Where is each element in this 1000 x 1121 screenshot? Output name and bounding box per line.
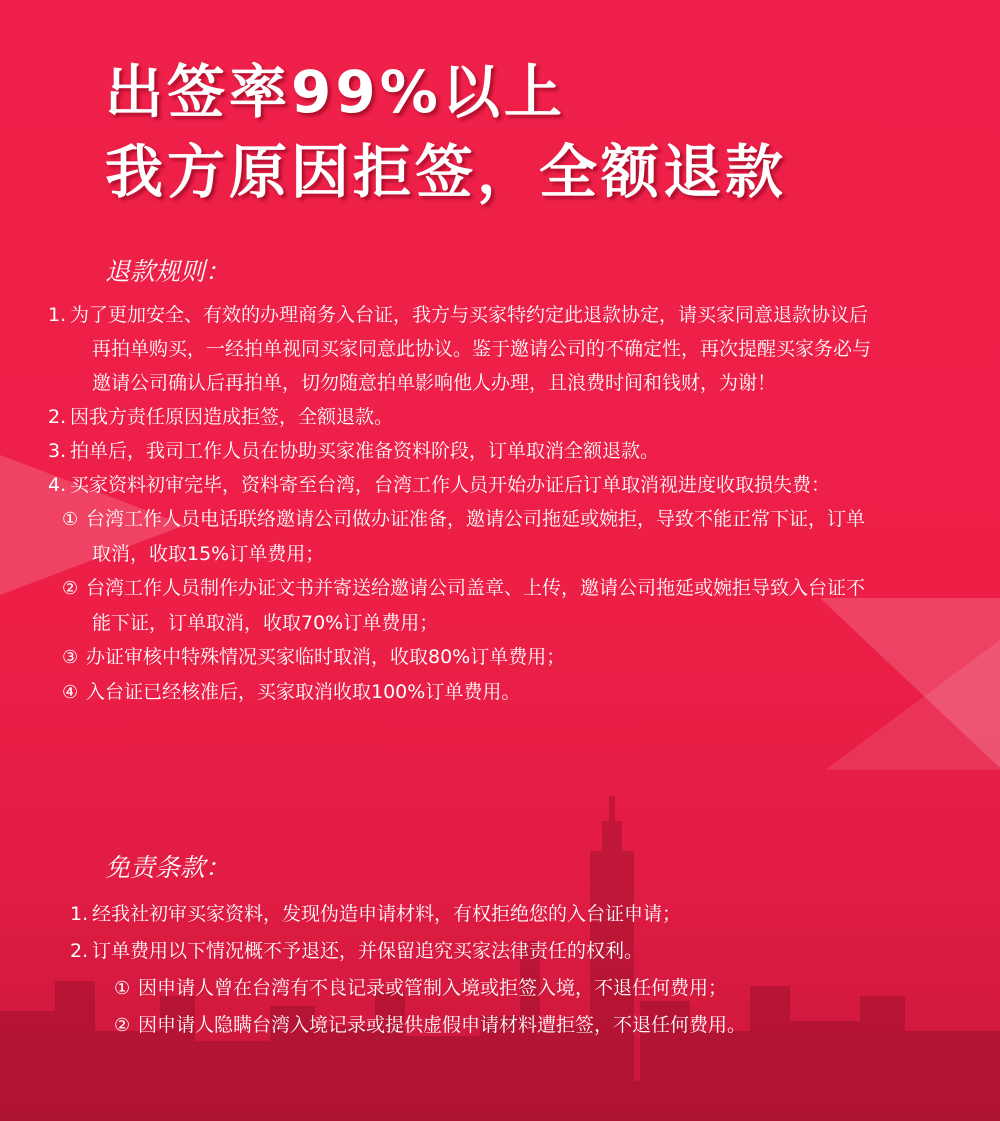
subitem-text: 台湾工作人员电话联络邀请公司做办证准备，邀请公司拖延或婉拒，导致不能正常下证，订单取消，收取15%订单费用； [86, 508, 866, 565]
circled-number: ③ [62, 647, 79, 668]
circled-number: ② [114, 1015, 131, 1036]
circled-number: ④ [62, 682, 79, 703]
item-text: 订单费用以下情况概不予退还，并保留追究买家法律责任的权利。 [92, 940, 644, 962]
disclaimer-item: 2. 订单费用以下情况概不予退还，并保留追究买家法律责任的权利。 [70, 940, 644, 962]
refund-rule-item: 4. 买家资料初审完毕，资料寄至台湾，台湾工作人员开始办证后订单取消视进度收取损失费： [48, 474, 831, 496]
headline-line-2: 我方原因拒签，全额退款 [105, 138, 788, 206]
subitem-text: 入台证已经核准后，买家取消收取100%订单费用。 [86, 681, 521, 703]
refund-rule-item: 1. 为了更加安全、有效的办理商务入台证，我方与买家特约定此退款协定，请买家同意退款协议后再拍单购买，一经拍单视同买家同意此协议。鉴于邀请公司的不确定性，再次提醒买家务必与邀请公司确认后再拍单，切勿随意拍单影响他人办理，且浪费时间和钱财，为谢！ [48, 304, 872, 394]
refund-rules-list [48, 298, 882, 710]
refund-rule-item: 2. 因我方责任原因造成拒签，全额退款。 [48, 406, 394, 428]
refund-rules-heading: 退款规则： [105, 257, 231, 286]
subitem-text: 因申请人隐瞒台湾入境记录或提供虚假申请材料遭拒签，不退任何费用。 [138, 1014, 747, 1036]
refund-rule-subitem [62, 571, 882, 640]
disclaimer-subitem [92, 1007, 892, 1044]
headline-line-1: 出签率99%以上 [105, 58, 566, 126]
circled-number: ① [114, 978, 131, 999]
disclaimer-subitem [92, 970, 892, 1007]
item-text: 经我社初审买家资料，发现伪造申请材料，有权拒绝您的入台证申请； [92, 903, 682, 925]
subitem-text: 因申请人曾在台湾有不良记录或管制入境或拒签入境，不退任何费用； [138, 977, 728, 999]
item-text: 为了更加安全、有效的办理商务入台证，我方与买家特约定此退款协定，请买家同意退款协议后再拍单购买，一经拍单视同买家同意此协议。鉴于邀请公司的不确定性，再次提醒买家务必与邀请公司确认后再拍单，切勿随意拍单影响他人办理，且浪费时间和钱财，为谢！ [70, 304, 872, 394]
item-text: 拍单后，我司工作人员在协助买家准备资料阶段，订单取消全额退款。 [70, 440, 660, 462]
item-text: 买家资料初审完毕，资料寄至台湾，台湾工作人员开始办证后订单取消视进度收取损失费： [70, 474, 831, 496]
refund-rule-item: 3. 拍单后，我司工作人员在协助买家准备资料阶段，订单取消全额退款。 [48, 440, 660, 462]
disclaimer-item: 1. 经我社初审买家资料，发现伪造申请材料，有权拒绝您的入台证申请； [70, 903, 682, 925]
subitem-text: 台湾工作人员制作办证文书并寄送给邀请公司盖章、上传，邀请公司拖延或婉拒导致入台证不能下证，订单取消，收取70%订单费用； [86, 577, 866, 634]
item-text: 因我方责任原因造成拒签，全额退款。 [70, 406, 394, 428]
subitem-text: 办证审核中特殊情况买家临时取消，收取80%订单费用； [86, 646, 566, 668]
refund-rule-subitem [62, 675, 882, 710]
headline [105, 52, 787, 212]
disclaimer-list [70, 896, 892, 1044]
circled-number: ② [62, 578, 79, 599]
circled-number: ① [62, 509, 79, 530]
disclaimer-heading: 免责条款： [105, 853, 231, 882]
refund-rule-subitem [62, 502, 882, 571]
refund-rule-subitem [62, 640, 882, 675]
